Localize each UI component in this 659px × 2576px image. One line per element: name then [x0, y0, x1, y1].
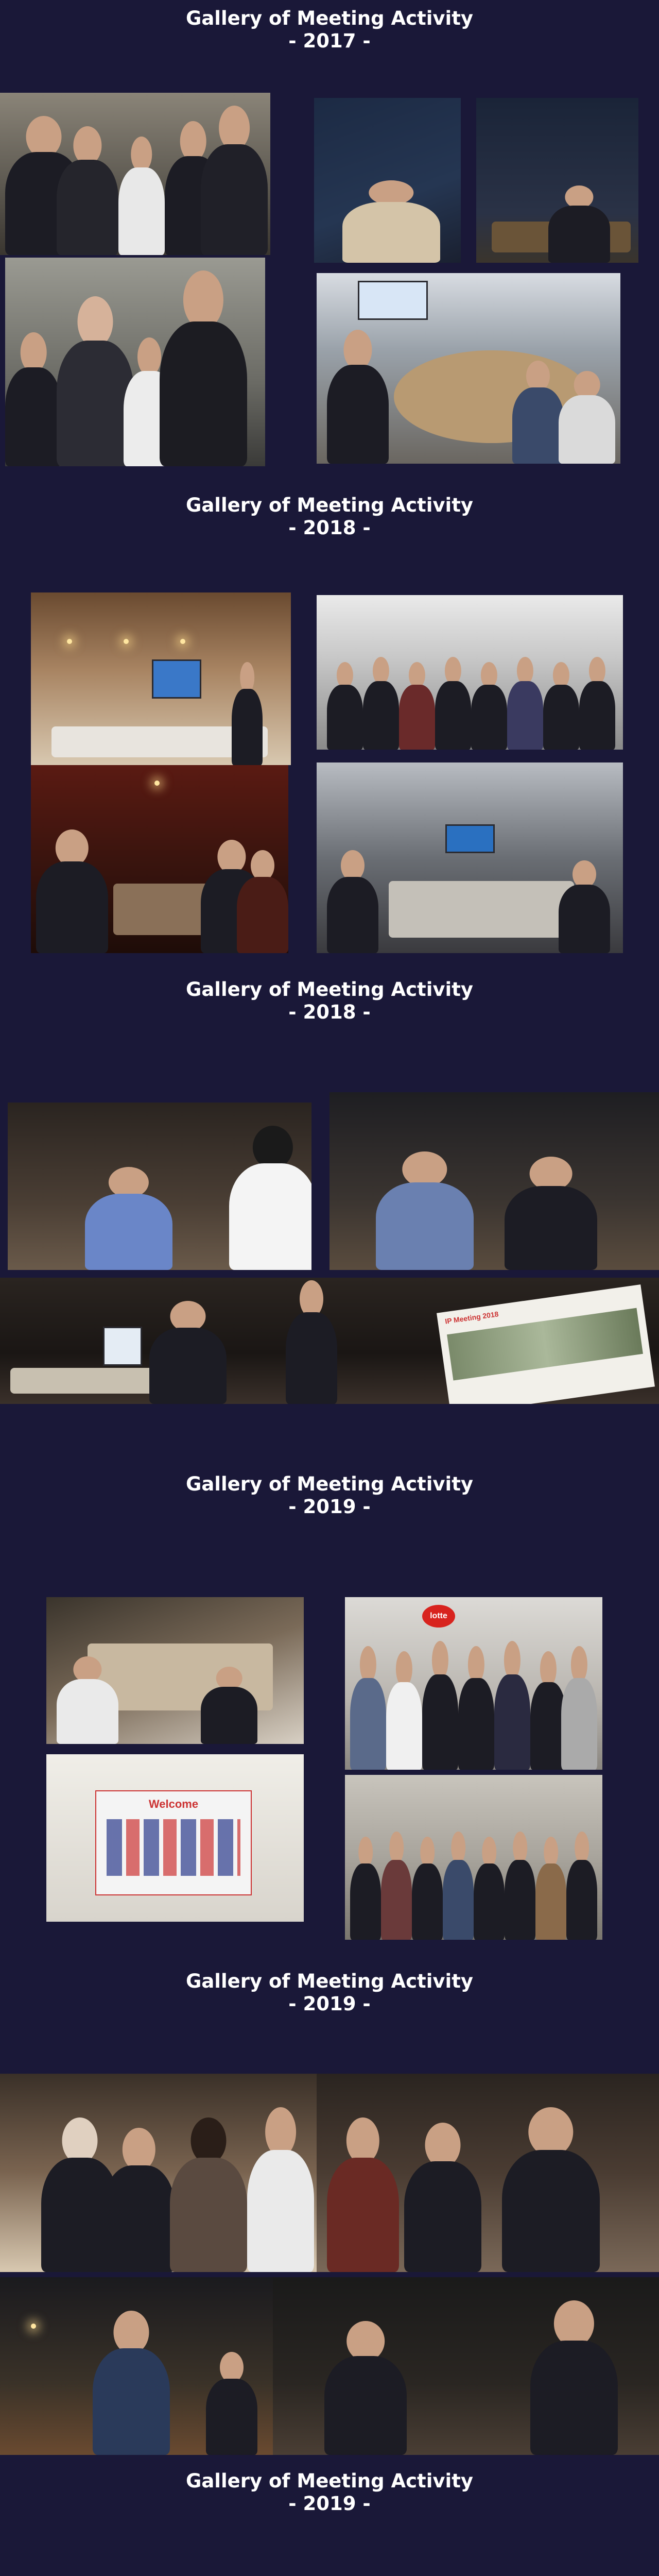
section-year: - 2019 -	[288, 1993, 371, 2015]
section-heading: Gallery of Meeting Activity	[185, 1970, 474, 1992]
photo-attentive-audience[interactable]	[0, 2074, 317, 2272]
section-heading: Gallery of Meeting Activity	[185, 978, 474, 1001]
section-title	[0, 1473, 659, 1518]
photo-panel-discussion[interactable]	[330, 1092, 659, 1270]
gallery-section-2019-a	[0, 1466, 659, 1958]
paper-heading: IP Meeting 2018	[444, 1310, 499, 1326]
photo-evening-speech[interactable]	[0, 2277, 273, 2455]
section-heading: Gallery of Meeting Activity	[185, 494, 474, 516]
photo-speaking-participants[interactable]	[317, 2074, 659, 2272]
photo-welcome-banner[interactable]	[46, 1754, 304, 1922]
photo-presentation-room[interactable]	[31, 592, 291, 765]
section-year: - 2017 -	[288, 30, 371, 52]
photo-auditorium-speaker[interactable]	[0, 1278, 659, 1404]
gallery-section-2019-c	[0, 2463, 659, 2576]
photo-restaurant-toast[interactable]	[46, 1597, 304, 1744]
section-heading: Gallery of Meeting Activity	[185, 1473, 474, 1495]
section-year: - 2018 -	[288, 517, 371, 539]
photo-panel-speakers[interactable]	[273, 2277, 659, 2455]
section-title	[0, 1970, 659, 2015]
gallery-section-2019-b	[0, 1963, 659, 2458]
gallery-section-2018-a	[0, 487, 659, 971]
photo-conversation-papers[interactable]	[5, 258, 265, 466]
photo-long-table-meeting[interactable]	[317, 762, 623, 953]
photo-speaker-with-microphone[interactable]	[8, 1103, 311, 1270]
section-year: - 2019 -	[288, 2493, 371, 2515]
section-heading: Gallery of Meeting Activity	[185, 7, 474, 29]
photo-large-group-photo[interactable]	[345, 1775, 602, 1940]
welcome-text: Welcome	[148, 1798, 199, 1810]
photo-dinner-gathering[interactable]	[31, 765, 288, 953]
section-year: - 2019 -	[288, 1496, 371, 1518]
section-title	[0, 494, 659, 539]
gallery-section-2018-b	[0, 971, 659, 1450]
photo-round-table-meeting[interactable]	[317, 273, 620, 464]
photo-networking-group[interactable]	[0, 93, 270, 255]
photo-group-by-brand-sign[interactable]	[345, 1597, 602, 1770]
section-title	[0, 7, 659, 53]
photo-speaker-at-lectern[interactable]	[314, 98, 461, 263]
event-program-paper	[437, 1284, 655, 1404]
section-title	[0, 978, 659, 1024]
photo-group-portrait[interactable]	[317, 595, 623, 750]
gallery-section-2017	[0, 0, 659, 479]
photo-speaker-seated[interactable]	[476, 98, 638, 263]
section-heading: Gallery of Meeting Activity	[185, 2470, 474, 2492]
section-year: - 2018 -	[288, 1001, 371, 1023]
section-title	[0, 2470, 659, 2515]
brand-sign-label: lotte	[430, 1612, 447, 1620]
